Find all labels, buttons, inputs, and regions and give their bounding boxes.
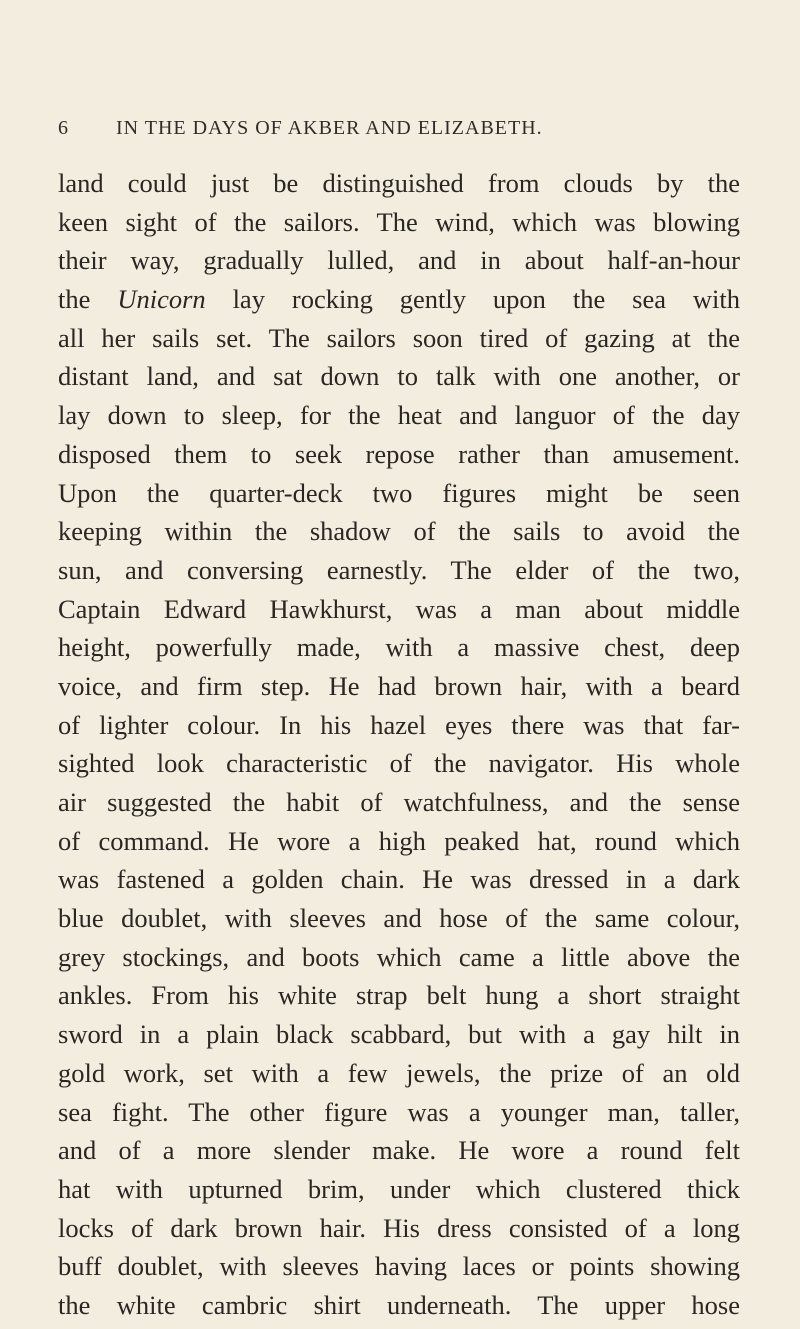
text-fragment: the — [58, 284, 118, 315]
text-line: grey stockings, and boots which came a little above the — [58, 941, 740, 972]
text-line: blue doublet, with sleeves and hose of the same colour, — [58, 903, 740, 934]
text-line: land could just be distinguished from clouds by the — [58, 168, 740, 198]
text-line: voice, and firm step. He had brown hair, with a beard — [58, 670, 740, 701]
page-header — [58, 113, 738, 143]
text-line: Upon the quarter-deck two figures might be seen — [58, 477, 740, 508]
text-line: Captain Edward Hawkhurst, was a man about middle — [58, 593, 740, 624]
text-line: sea fight. The other figure was a younger man, taller, — [58, 1096, 740, 1127]
text-line: buff doublet, with sleeves having laces or points showing — [58, 1251, 740, 1282]
text-line: sighted look characteristic of the navigator. His whole — [58, 748, 740, 779]
text-line: disposed them to seek repose rather than amusement. — [58, 438, 740, 469]
text-line: locks of dark brown hair. His dress consisted of a long — [58, 1212, 740, 1243]
text-line: keen sight of the sailors. The wind, which was blowing — [58, 206, 740, 237]
text-line: their way, gradually lulled, and in about half-an-hour — [58, 245, 740, 276]
text-line: ankles. From his white strap belt hung a short straight — [58, 980, 740, 1011]
running-title: IN THE DAYS OF AKBER AND ELIZABETH. — [116, 117, 543, 139]
text-line: distant land, and sat down to talk with one another, or — [58, 361, 740, 392]
text-line: was fastened a golden chain. He was dressed in a dark — [58, 864, 740, 895]
body-text — [58, 164, 740, 1325]
text-line: height, powerfully made, with a massive chest, deep — [58, 632, 740, 663]
ship-name: Unicorn — [117, 284, 206, 315]
text-line: all her sails set. The sailors soon tired of gazing at the — [58, 322, 740, 353]
text-line: sword in a plain black scabbard, but with a gay hilt in — [58, 1019, 740, 1050]
text-line: the white cambric shirt underneath. The upper hose — [58, 1289, 740, 1320]
text-line — [58, 280, 740, 319]
text-line: gold work, set with a few jewels, the prize of an old — [58, 1057, 740, 1088]
text-fragment: lay rocking gently upon the sea with — [205, 284, 741, 315]
text-line: sun, and conversing earnestly. The elder of the two, — [58, 554, 740, 585]
text-line: of command. He wore a high peaked hat, round which — [58, 825, 740, 856]
text-line: air suggested the habit of watchfulness, and the sense — [58, 787, 740, 817]
text-line: lay down to sleep, for the heat and languor of the day — [58, 400, 740, 431]
page-number: 6 — [58, 117, 69, 139]
text-line: hat with upturned brim, under which clustered thick — [58, 1173, 740, 1204]
text-line: and of a more slender make. He wore a round felt — [58, 1135, 740, 1166]
text-line: of lighter colour. In his hazel eyes there was that far- — [58, 709, 740, 740]
text-line: keeping within the shadow of the sails to avoid the — [58, 516, 740, 547]
